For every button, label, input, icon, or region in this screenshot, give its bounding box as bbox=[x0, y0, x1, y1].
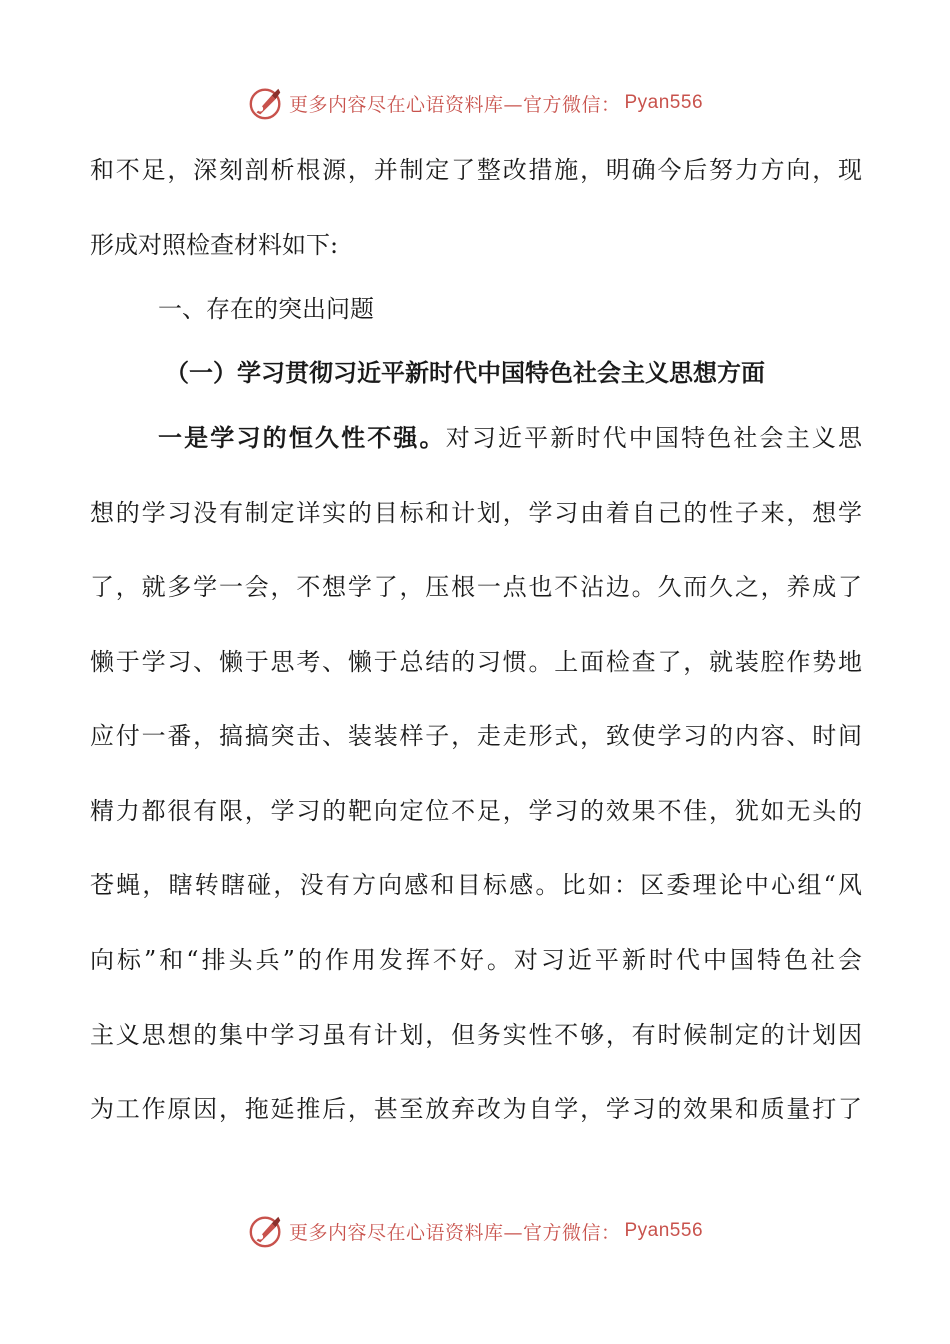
watermark-header bbox=[0, 84, 950, 122]
text-line: 形成对照检查材料如下: bbox=[90, 231, 339, 259]
pen-logo-icon bbox=[247, 84, 285, 122]
watermark-id: Pyan556 bbox=[624, 1220, 704, 1241]
text-line: 向标”和“排头兵”的作用发挥不好。对习近平新时代中国特色社会 bbox=[90, 946, 862, 974]
watermark-footer bbox=[0, 1212, 950, 1250]
text-line: 苍蝇，瞎转瞎碰，没有方向感和目标感。比如：区委理论中心组“风 bbox=[90, 871, 862, 899]
text-line: 应付一番，搞搞突击、装装样子，走走形式，致使学习的内容、时间 bbox=[90, 722, 862, 750]
watermark-text: 更多内容尽在心语资料库—官方微信： bbox=[288, 93, 621, 116]
section-heading: 一、存在的突出问题 bbox=[158, 295, 374, 323]
text-line: 想的学习没有制定详实的目标和计划，学习由着自己的性子来，想学 bbox=[90, 499, 862, 527]
paragraph-first-line bbox=[158, 420, 862, 456]
text-line: 精力都很有限，学习的靶向定位不足，学习的效果不佳，犹如无头的 bbox=[90, 797, 862, 825]
text-line: 了，就多学一会，不想学了，压根一点也不沾边。久而久之，养成了 bbox=[90, 573, 862, 601]
text-line: 主义思想的集中学习虽有计划，但务实性不够，有时候制定的计划因 bbox=[90, 1021, 862, 1049]
pen-logo-icon bbox=[247, 1212, 285, 1250]
text-line: 和不足，深刻剖析根源，并制定了整改措施，明确今后努力方向，现 bbox=[90, 156, 862, 184]
paragraph-first-line-text: 对习近平新时代中国特色社会主义思 bbox=[445, 424, 863, 452]
text-line: 懒于学习、懒于思考、懒于总结的习惯。上面检查了，就装腔作势地 bbox=[90, 648, 862, 676]
subsection-heading: （一）学习贯彻习近平新时代中国特色社会主义思想方面 bbox=[165, 359, 765, 387]
paragraph-lead: 一是学习的恒久性不强。 bbox=[158, 424, 446, 452]
watermark-text: 更多内容尽在心语资料库—官方微信： bbox=[288, 1221, 621, 1244]
watermark-id: Pyan556 bbox=[624, 92, 704, 113]
text-line: 为工作原因，拖延推后，甚至放弃改为自学，学习的效果和质量打了 bbox=[90, 1095, 862, 1123]
